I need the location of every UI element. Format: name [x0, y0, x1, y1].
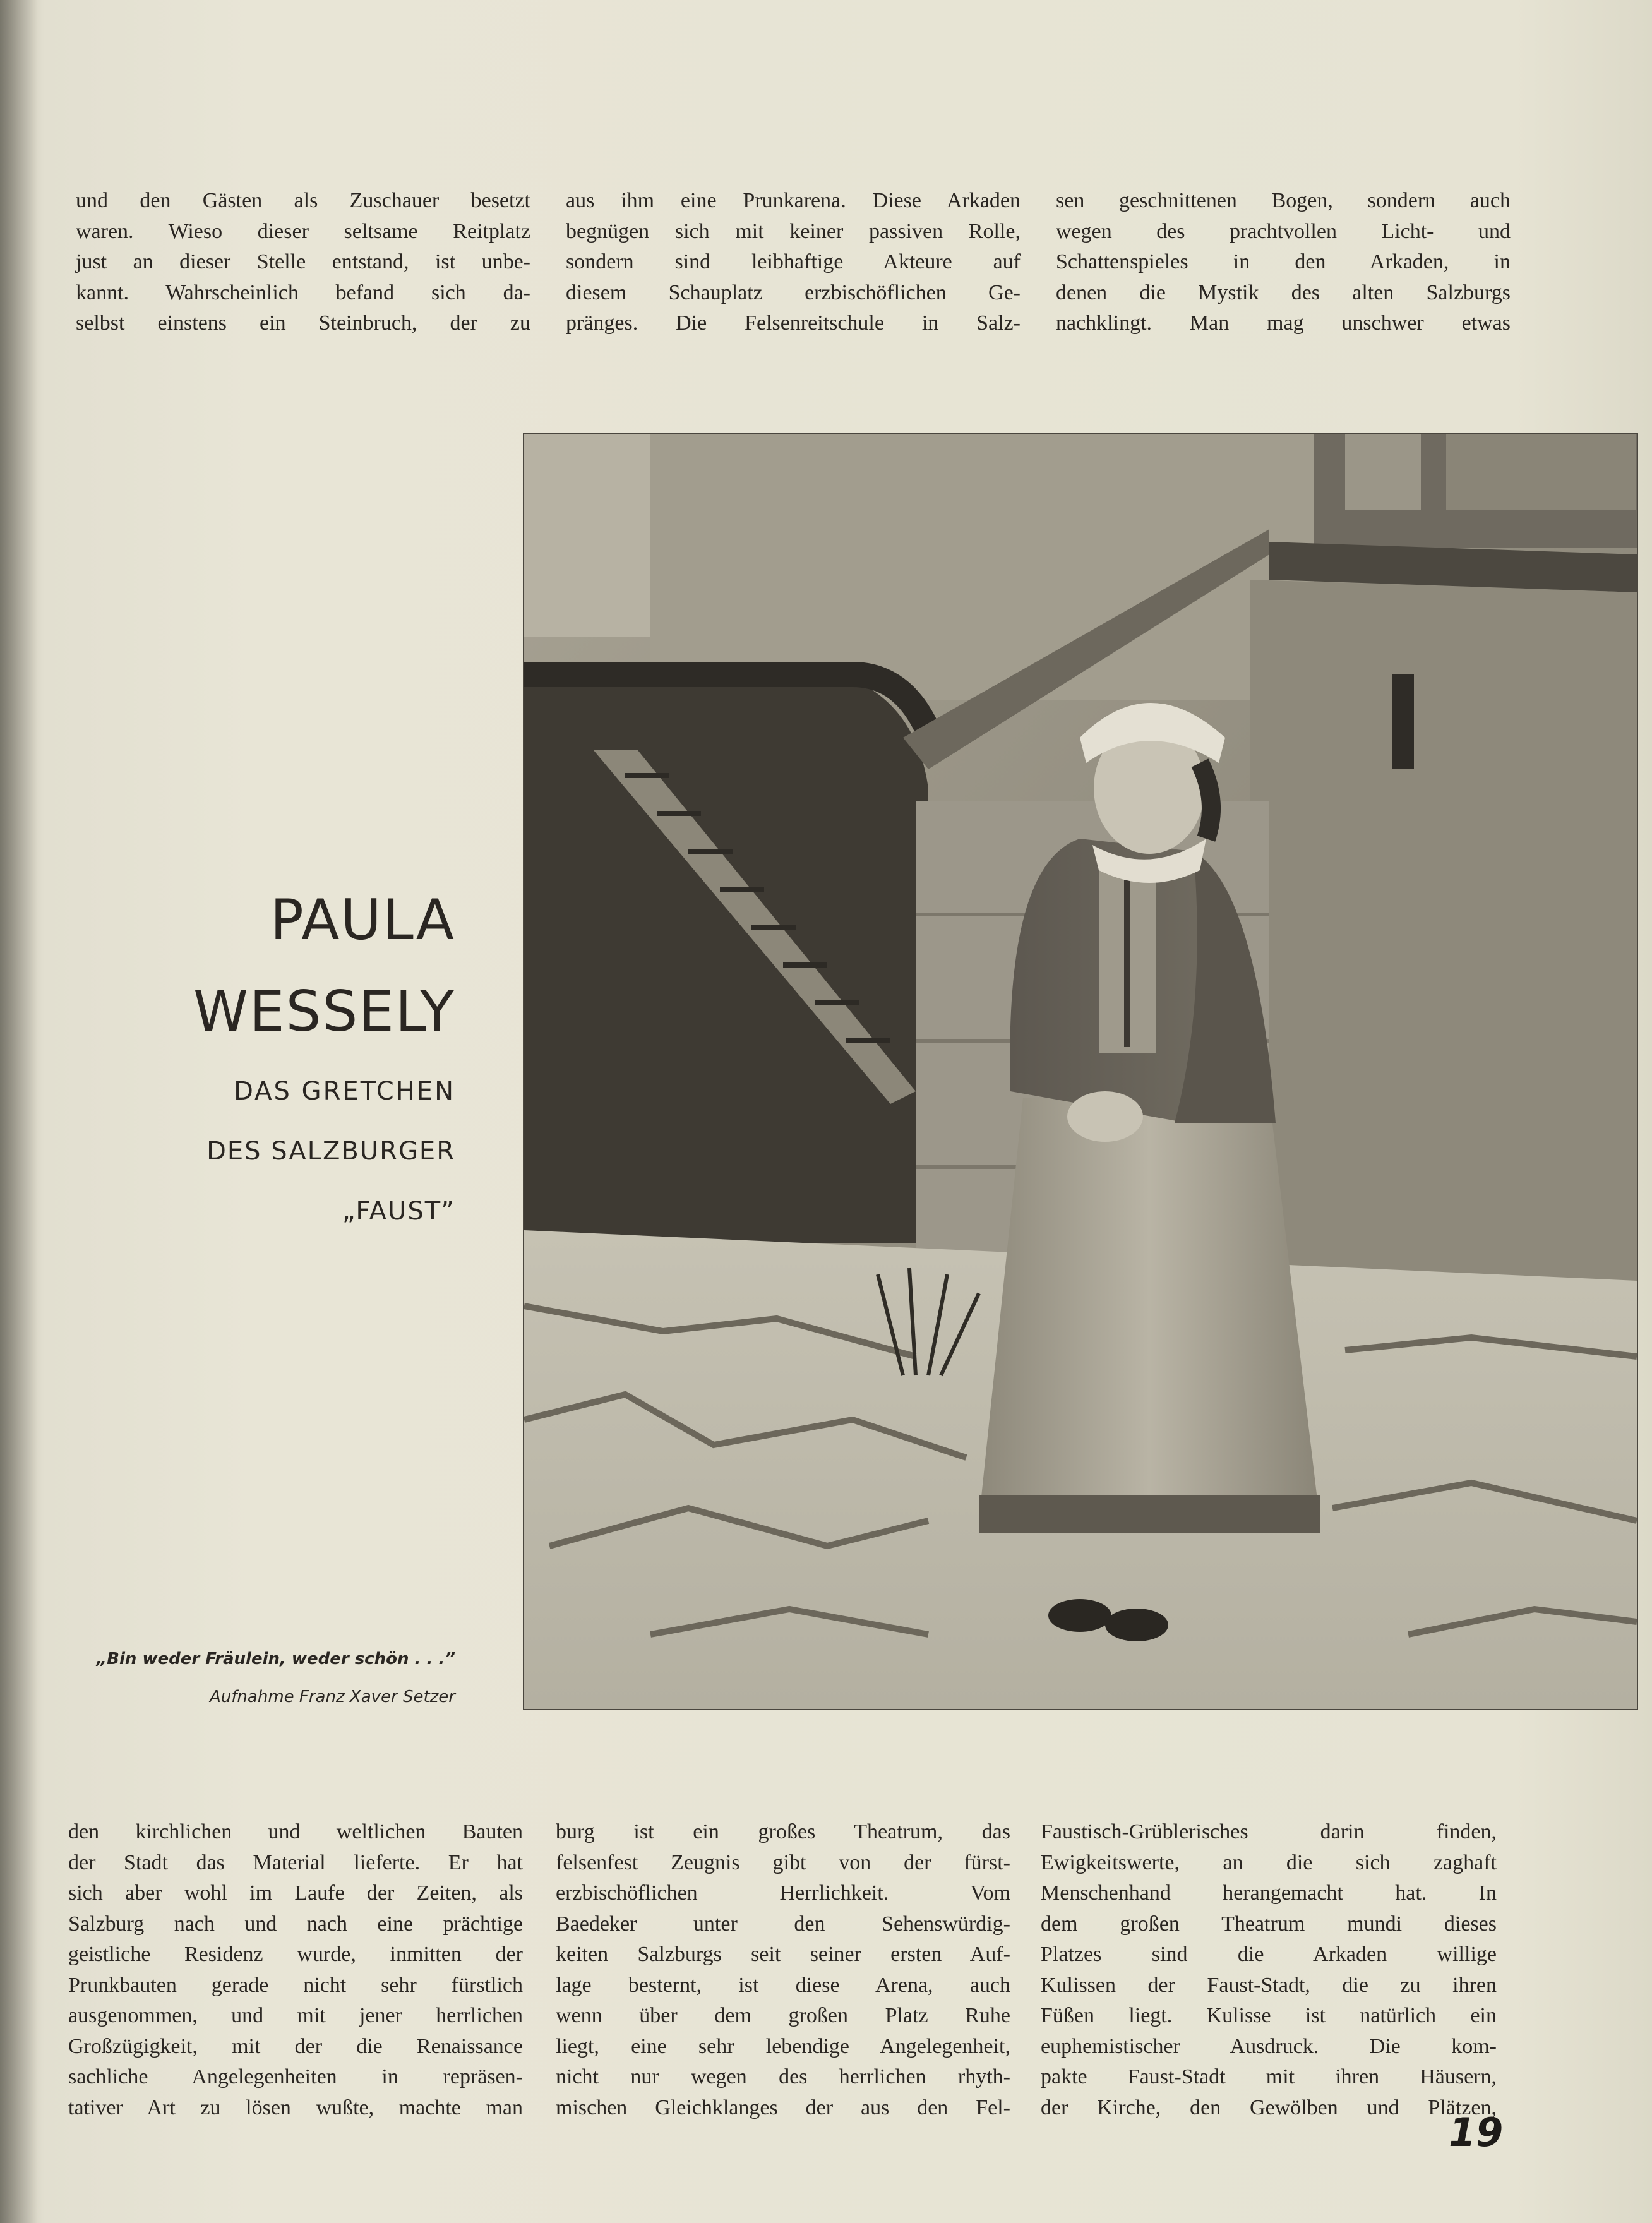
text-line: nachklingt. Man mag unschwer etwas	[1056, 311, 1511, 335]
article-subtitle-line-2: DES SALZBURGER	[206, 1137, 455, 1166]
text-line: mischen Gleichklanges der aus den Fel-	[556, 2095, 1010, 2119]
text-line: sen geschnittenen Bogen, sondern auch	[1056, 189, 1511, 212]
text-line: Kulissen der Faust-Stadt, die zu ihren	[1041, 1973, 1497, 1997]
text-line: Menschenhand herangemacht hat. In	[1041, 1881, 1497, 1905]
article-title-line-2: WESSELY	[193, 979, 455, 1044]
text-line: Baedeker unter den Sehenswürdig-	[556, 1912, 1010, 1936]
page-gutter-shadow	[0, 0, 38, 2223]
text-line: euphemistischer Ausdruck. Die kom-	[1041, 2034, 1497, 2058]
text-column-bottom-3	[1041, 1817, 1497, 2123]
text-line: keiten Salzburgs seit seiner ersten Auf-	[556, 1943, 1010, 1966]
text-line: Ewigkeitswerte, an die sich zaghaft	[1041, 1850, 1497, 1874]
text-column-top-1	[76, 186, 530, 339]
text-line: und den Gästen als Zuschauer besetzt	[76, 189, 530, 212]
text-line: burg ist ein großes Theatrum, das	[556, 1820, 1010, 1843]
text-line: selbst einstens ein Steinbruch, der zu	[76, 311, 530, 335]
text-line: waren. Wieso dieser seltsame Reitplatz	[76, 219, 530, 243]
photo-caption-quote: „Bin weder Fräulein, weder schön . . .”	[96, 1650, 455, 1669]
text-line: kannt. Wahrscheinlich befand sich da-	[76, 280, 530, 304]
text-line: Salzburg nach und nach eine prächtige	[68, 1912, 523, 1936]
text-line: geistliche Residenz wurde, inmitten der	[68, 1943, 523, 1966]
text-line: begnügen sich mit keiner passiven Rolle,	[566, 219, 1021, 243]
text-line: just an dieser Stelle entstand, ist unbe-	[76, 250, 530, 273]
text-line: sachliche Angelegenheiten in repräsen-	[68, 2065, 523, 2088]
article-subtitle-line-1: DAS GRETCHEN	[234, 1077, 455, 1106]
text-column-bottom-1	[68, 1817, 523, 2123]
text-line: Schattenspieles in den Arkaden, in	[1056, 250, 1511, 273]
text-line: liegt, eine sehr lebendige Angelegenheit,	[556, 2034, 1010, 2058]
text-line: wegen des prachtvollen Licht- und	[1056, 219, 1511, 243]
text-line: felsenfest Zeugnis gibt von der fürst-	[556, 1850, 1010, 1874]
text-line: Füßen liegt. Kulisse ist natürlich ein	[1041, 2004, 1497, 2027]
article-subtitle-line-3: „FAUST”	[342, 1197, 455, 1226]
text-line: dem großen Theatrum mundi dieses	[1041, 1912, 1497, 1936]
text-line: Prunkbauten gerade nicht sehr fürstlich	[68, 1973, 523, 1997]
photo-credit: Aufnahme Franz Xaver Setzer	[210, 1687, 455, 1706]
page-number: 19	[1449, 2109, 1504, 2155]
article-title-line-1: PAULA	[270, 887, 455, 952]
text-line: der Stadt das Material lieferte. Er hat	[68, 1850, 523, 1874]
text-line: Platzes sind die Arkaden willige	[1041, 1943, 1497, 1966]
text-line: denen die Mystik des alten Salzburgs	[1056, 280, 1511, 304]
photograph-actress-in-courtyard	[524, 434, 1637, 1709]
text-line: nicht nur wegen des herrlichen rhyth-	[556, 2065, 1010, 2088]
text-line: tativer Art zu lösen wußte, machte man	[68, 2095, 523, 2119]
text-line: den kirchlichen und weltlichen Bauten	[68, 1820, 523, 1843]
text-line: Großzügigkeit, mit der die Renaissance	[68, 2034, 523, 2058]
text-line: sich aber wohl im Laufe der Zeiten, als	[68, 1881, 523, 1905]
text-column-bottom-2	[556, 1817, 1010, 2123]
text-line: diesem Schauplatz erzbischöflichen Ge-	[566, 280, 1021, 304]
text-line: pränges. Die Felsenreitschule in Salz-	[566, 311, 1021, 335]
text-line: lage besternt, ist diese Arena, auch	[556, 1973, 1010, 1997]
text-line: erzbischöflichen Herrlichkeit. Vom	[556, 1881, 1010, 1905]
text-column-top-3	[1056, 186, 1511, 339]
text-column-top-2	[566, 186, 1021, 339]
text-line: sondern sind leibhaftige Akteure auf	[566, 250, 1021, 273]
text-line: der Kirche, den Gewölben und Plätzen,	[1041, 2095, 1497, 2119]
text-line: pakte Faust-Stadt mit ihren Häusern,	[1041, 2065, 1497, 2088]
text-line: ausgenommen, und mit jener herrlichen	[68, 2004, 523, 2027]
text-line: aus ihm eine Prunkarena. Diese Arkaden	[566, 189, 1021, 212]
text-line: Faustisch-Grüblerisches darin finden,	[1041, 1820, 1497, 1843]
text-line: wenn über dem großen Platz Ruhe	[556, 2004, 1010, 2027]
